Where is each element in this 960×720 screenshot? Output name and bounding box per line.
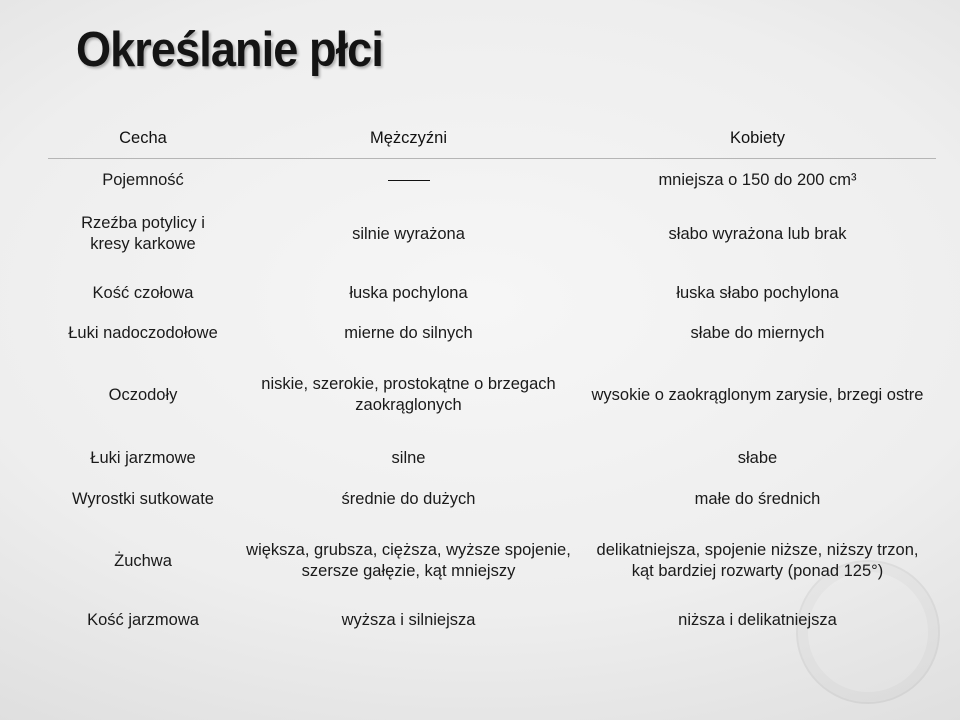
table-row <box>48 347 936 443</box>
feature-cell: Oczodoły <box>108 385 178 404</box>
slide-title: Określanie płci <box>76 23 383 77</box>
male-cell <box>238 159 579 202</box>
table-row <box>48 319 936 347</box>
dash-mark <box>388 180 430 181</box>
male-cell: wyższa i silniejsza <box>341 610 476 629</box>
feature-cell: Żuchwa <box>114 551 172 570</box>
male-cell: silnie wyrażona <box>352 224 465 243</box>
header-feature: Cecha <box>48 118 238 159</box>
female-cell: wysokie o zaokrąglonym zarysie, brzegi ostre <box>591 385 924 404</box>
feature-cell: Wyrostki sutkowate <box>72 489 214 508</box>
female-cell: mniejsza o 150 do 200 cm³ <box>658 170 857 189</box>
female-cell: słabe <box>737 448 778 467</box>
male-cell: mierne do silnych <box>344 323 473 342</box>
table-header-row <box>48 118 936 159</box>
feature-cell: Łuki nadoczodołowe <box>68 323 218 342</box>
female-cell: łuska słabo pochylona <box>676 283 839 302</box>
male-cell: silne <box>391 448 426 467</box>
male-cell: większa, grubsza, cięższa, wyższe spojenie, szersze gałęzie, kąt mniejszy <box>246 541 571 580</box>
male-cell: łuska pochylona <box>349 283 468 302</box>
table-row <box>48 267 936 319</box>
feature-cell: Łuki jarzmowe <box>90 448 196 467</box>
table-row <box>48 597 936 643</box>
header-male: Mężczyźni <box>238 118 579 159</box>
female-cell: niższa i delikatniejsza <box>678 610 837 629</box>
header-female: Kobiety <box>579 118 936 159</box>
feature-cell: Kość jarzmowa <box>87 610 199 629</box>
feature-cell: Rzeźba potylicy i kresy karkowe <box>81 214 205 253</box>
female-cell: małe do średnich <box>694 489 821 508</box>
table-row <box>48 443 936 473</box>
female-cell: delikatniejsza, spojenie niższe, niższy trzon, kąt bardziej rozwarty (ponad 125°) <box>596 541 919 580</box>
female-cell: słabe do miernych <box>690 323 825 342</box>
feature-cell: Kość czołowa <box>92 283 194 302</box>
sex-determination-table <box>48 118 936 643</box>
table-row <box>48 201 936 267</box>
table-row <box>48 473 936 525</box>
male-cell: niskie, szerokie, prostokątne o brzegach zaokrąglonych <box>261 375 556 414</box>
table-row <box>48 525 936 597</box>
feature-cell: Pojemność <box>102 170 184 189</box>
male-cell: średnie do dużych <box>341 489 476 508</box>
female-cell: słabo wyrażona lub brak <box>668 224 847 243</box>
table-row <box>48 159 936 202</box>
